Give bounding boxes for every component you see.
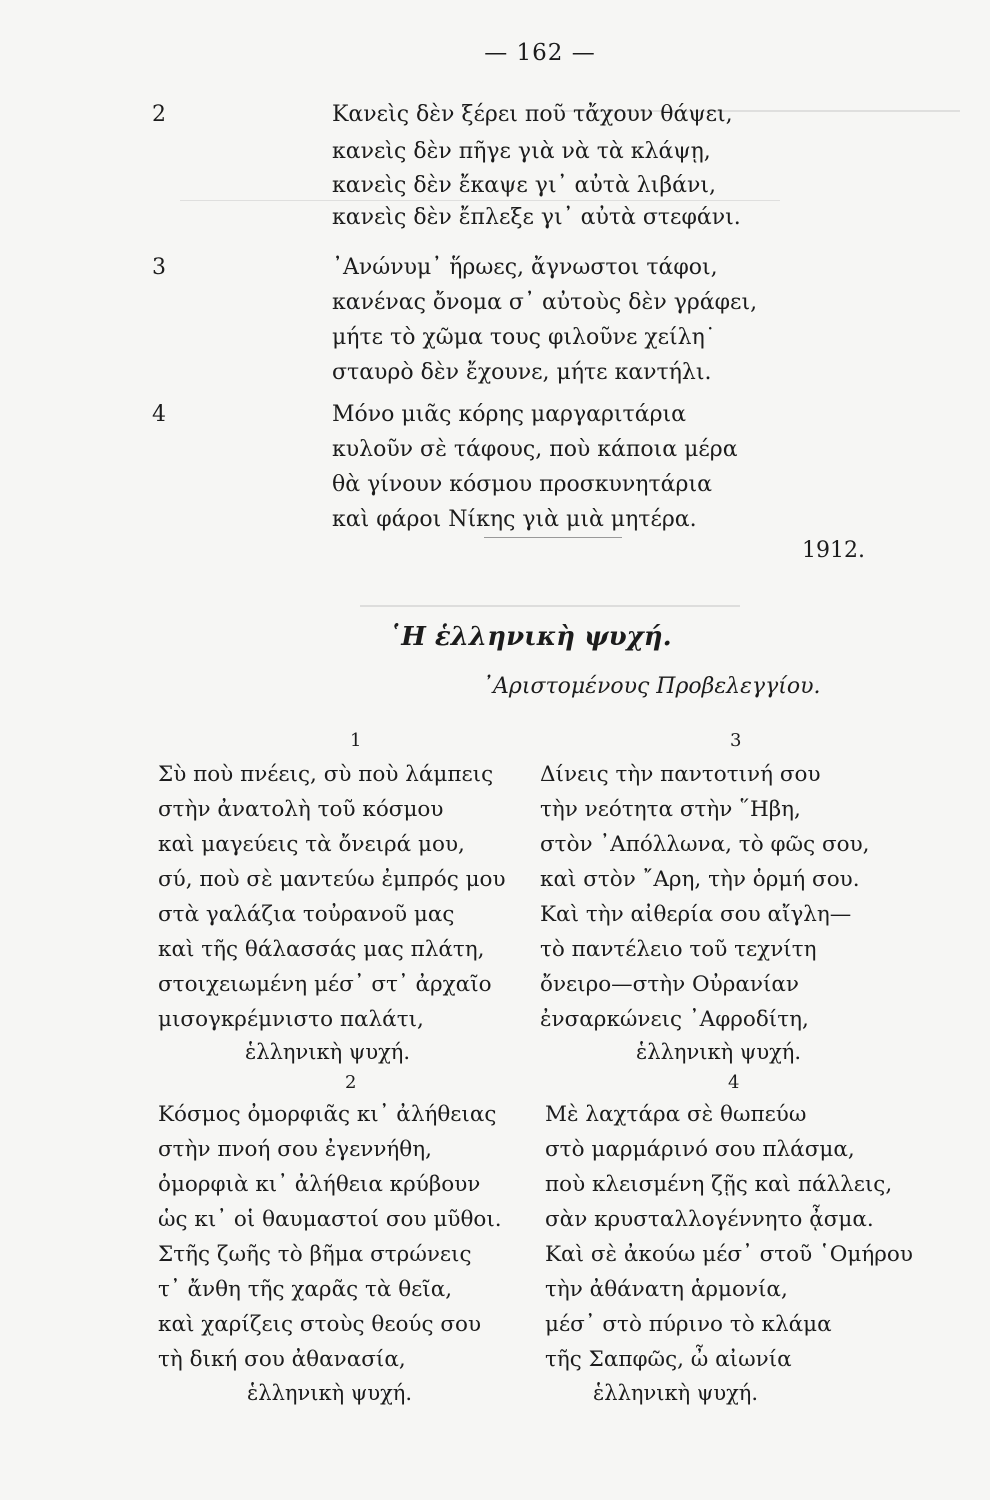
divider — [484, 537, 622, 538]
poem-line: μέσ᾽ στὸ πύρινο τὸ κλάμα — [545, 1312, 832, 1337]
poem-line: καὶ τῆς θάλασσάς μας πλάτη, — [158, 937, 485, 962]
stanza-number: 3 — [730, 730, 742, 751]
poem-line: Μὲ λαχτάρα σὲ θωπεύω — [545, 1102, 807, 1127]
poem-line: κανεὶς δὲν ἔπλεξε γι᾽ αὐτὰ στεφάνι. — [332, 205, 741, 230]
poem-line: ὡς κι᾽ οἱ θαυμαστοί σου μῦθοι. — [158, 1207, 502, 1232]
poem-line: τὸ παντέλειο τοῦ τεχνίτη — [540, 937, 817, 962]
poem-line: Καὶ σὲ ἀκούω μέσ᾽ στοῦ ῾Ομήρου — [545, 1242, 913, 1267]
poem-line: κανεὶς δὲν πῆγε γιὰ νὰ τὰ κλάψῃ, — [332, 139, 711, 164]
stanza-number: 4 — [152, 402, 166, 427]
poem-line: Καὶ τὴν αἰθερία σου αἴγλη— — [540, 902, 852, 927]
show-through — [360, 585, 740, 607]
poem-line: ᾽Ανώνυμ᾽ ἥρωες, ἄγνωστοι τάφοι, — [332, 255, 718, 280]
refrain: ἑλληνικὴ ψυχή. — [636, 1040, 802, 1064]
poem-line: κυλοῦν σὲ τάφους, ποὺ κάποια μέρα — [332, 437, 738, 462]
poem-line: Σὺ ποὺ πνέεις, σὺ ποὺ λάμπεις — [158, 762, 494, 787]
refrain: ἑλληνικὴ ψυχή. — [247, 1381, 413, 1405]
poem-line: ποὺ κλεισμένη ζῇς καὶ πάλλεις, — [545, 1172, 893, 1197]
poem-author: ᾽Αριστομένους Προβελεγγίου. — [482, 674, 821, 699]
poem-line: στὴν ἀνατολὴ τοῦ κόσμου — [158, 797, 444, 822]
poem-line: σύ, ποὺ σὲ μαντεύω ἐμπρός μου — [158, 867, 506, 892]
poem-line: σταυρὸ δὲν ἔχουνε, μήτε καντήλι. — [332, 360, 712, 385]
poem-title: ῾Η ἑλληνικὴ ψυχή. — [388, 622, 672, 652]
refrain: ἑλληνικὴ ψυχή. — [593, 1381, 759, 1405]
poem-line: μισογκρέμνιστο παλάτι, — [158, 1007, 424, 1032]
poem-line: Στῆς ζωῆς τὸ βῆμα στρώνεις — [158, 1242, 472, 1267]
page-number: — 162 — — [484, 40, 596, 66]
poem-line: σὰν κρυσταλλογέννητο ᾆσμα. — [545, 1207, 874, 1232]
poem-line: Κανεὶς δὲν ξέρει ποῦ τἄχουν θάψει, — [332, 102, 733, 127]
poem-line: θὰ γίνουν κόσμου προσκυνητάρια — [332, 472, 712, 497]
poem-line: τὴν ἀθάνατη ἁρμονία, — [545, 1277, 788, 1302]
poem-line: κανεὶς δὲν ἔκαψε γι᾽ αὐτὰ λιβάνι, — [332, 173, 716, 198]
poem-line: στὴν πνοή σου ἐγεννήθη, — [158, 1137, 432, 1162]
poem-line: στοιχειωμένη μέσ᾽ στ᾽ ἀρχαῖο — [158, 972, 492, 997]
poem-line: Κόσμος ὀμορφιᾶς κι᾽ ἀλήθειας — [158, 1102, 497, 1127]
poem-line: στὸ μαρμάρινό σου πλάσμα, — [545, 1137, 855, 1162]
poem-line: καὶ φάροι Νίκης γιὰ μιὰ μητέρα. — [332, 507, 697, 532]
stanza-number: 2 — [345, 1072, 357, 1093]
poem-line: καὶ στὸν ῎Αρη, τὴν ὁρμή σου. — [540, 867, 860, 892]
poem-line: καὶ μαγεύεις τὰ ὄνειρά μου, — [158, 832, 465, 857]
stanza-number: 4 — [728, 1072, 740, 1093]
poem-line: καὶ χαρίζεις στοὺς θεούς σου — [158, 1312, 482, 1337]
poem-line: κανένας ὄνομα σ᾽ αὐτοὺς δὲν γράφει, — [332, 290, 758, 315]
poem-line: Δίνεις τὴν παντοτινή σου — [540, 762, 821, 787]
poem-line: ὀμορφιὰ κι᾽ ἀλήθεια κρύβουν — [158, 1172, 481, 1197]
poem-line: τὴ δική σου ἀθανασία, — [158, 1347, 406, 1372]
poem-line: ἐνσαρκώνεις ᾽Αφροδίτη, — [540, 1007, 809, 1032]
stanza-number: 1 — [350, 730, 362, 751]
poem-line: στὰ γαλάζια τοὐρανοῦ μας — [158, 902, 455, 927]
poem-line: ὄνειρο—στὴν Οὐρανίαν — [540, 972, 799, 997]
stanza-number: 3 — [152, 255, 166, 280]
poem-line: μήτε τὸ χῶμα τους φιλοῦνε χείλη˙ — [332, 325, 716, 350]
stanza-number: 2 — [152, 102, 166, 127]
poem-year: 1912. — [802, 538, 865, 563]
poem-line: τ᾽ ἄνθη τῆς χαρᾶς τὰ θεῖα, — [158, 1277, 453, 1302]
poem-line: τὴν νεότητα στὴν ῞Ηβη, — [540, 797, 801, 822]
refrain: ἑλληνικὴ ψυχή. — [245, 1040, 411, 1064]
poem-line: Μόνο μιᾶς κόρης μαργαριτάρια — [332, 402, 686, 427]
poem-line: τῆς Σαπφῶς, ὦ αἰωνία — [545, 1347, 792, 1372]
poem-line: στὸν ᾽Απόλλωνα, τὸ φῶς σου, — [540, 832, 870, 857]
